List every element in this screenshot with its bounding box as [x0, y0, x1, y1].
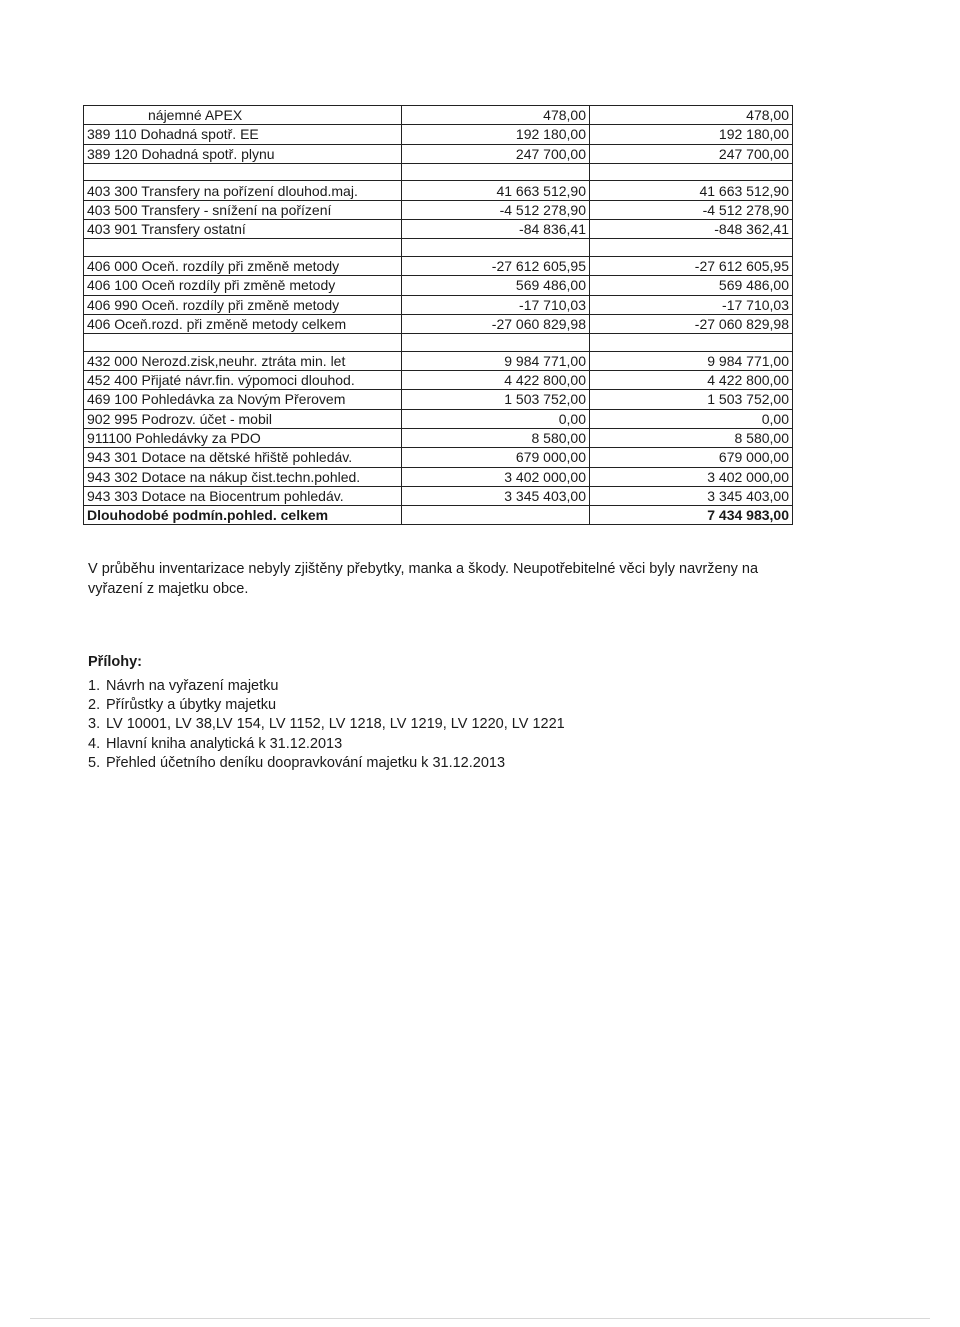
balance-cell: 192 180,00 [590, 125, 793, 144]
list-item [88, 696, 565, 715]
account-label-cell: 406 100 Oceň rozdíly při změně metody [84, 276, 402, 295]
table-row [84, 125, 793, 144]
balance-cell: -27 612 605,95 [590, 256, 793, 275]
amount-cell: -84 836,41 [402, 220, 590, 239]
account-label-cell: 469 100 Pohledávka za Novým Přerovem [84, 390, 402, 409]
balance-cell: -4 512 278,90 [590, 200, 793, 219]
list-item-number: 5. [88, 754, 101, 771]
table-row [84, 256, 793, 275]
table-row [84, 506, 793, 525]
table-row [84, 371, 793, 390]
amount-cell: -27 612 605,95 [402, 256, 590, 275]
amount-cell: 569 486,00 [402, 276, 590, 295]
amount-cell: -27 060 829,98 [402, 314, 590, 333]
page-bottom-line [30, 1318, 930, 1319]
list-item-number: 2. [88, 697, 101, 714]
balance-cell: 1 503 752,00 [590, 390, 793, 409]
table-row [84, 106, 793, 125]
amount-cell: 8 580,00 [402, 428, 590, 447]
account-label-cell: 406 000 Oceň. rozdíly při změně metody [84, 256, 402, 275]
account-label-cell: 406 Oceň.rozd. při změně metody celkem [84, 314, 402, 333]
account-label-cell: 406 990 Oceň. rozdíly při změně metody [84, 295, 402, 314]
balance-cell: 8 580,00 [590, 428, 793, 447]
list-item [88, 735, 565, 754]
account-label-cell: 403 300 Transfery na pořízení dlouhod.maj. [84, 181, 402, 200]
amount-cell: 679 000,00 [402, 448, 590, 467]
balance-cell: -848 362,41 [590, 220, 793, 239]
amount-cell: 247 700,00 [402, 144, 590, 163]
account-label-cell: nájemné APEX [84, 106, 402, 125]
balance-cell: 569 486,00 [590, 276, 793, 295]
list-item-text: Přehled účetního deníku doopravkování majetku k 31.12.2013 [106, 754, 506, 771]
table-row [84, 314, 793, 333]
table-row [84, 486, 793, 505]
account-label-cell: Dlouhodobé podmín.pohled. celkem [84, 506, 402, 525]
table-row [84, 220, 793, 239]
amount-cell: 1 503 752,00 [402, 390, 590, 409]
inventory-note: V průběhu inventarizace nebyly zjištěny přebytky, manka a škody. Neupotřebitelné věci byly navrženy na vyřazení z majetku obce. [88, 561, 759, 597]
balance-cell: 3 402 000,00 [590, 467, 793, 486]
list-item [88, 715, 565, 734]
list-item-text: Hlavní kniha analytická k 31.12.2013 [106, 735, 343, 752]
amount-cell: -17 710,03 [402, 295, 590, 314]
ledger-body [84, 106, 793, 525]
table-row [84, 428, 793, 447]
balance-cell [590, 163, 793, 181]
attachments-list [88, 677, 565, 773]
table-row [84, 200, 793, 219]
balance-cell: 9 984 771,00 [590, 351, 793, 370]
account-label-cell [84, 239, 402, 257]
amount-cell: 3 402 000,00 [402, 467, 590, 486]
spacer-row [84, 334, 793, 352]
attachments-title: Přílohy: [88, 654, 142, 670]
amount-cell [402, 506, 590, 525]
account-label-cell [84, 163, 402, 181]
list-item-number: 3. [88, 716, 101, 733]
table-row [84, 144, 793, 163]
account-label-cell: 452 400 Přijaté návr.fin. výpomoci dlouhod. [84, 371, 402, 390]
table-row [84, 467, 793, 486]
list-item [88, 677, 565, 696]
amount-cell: 4 422 800,00 [402, 371, 590, 390]
list-item-text: Návrh na vyřazení majetku [106, 678, 279, 694]
amount-cell [402, 239, 590, 257]
spacer-row [84, 239, 793, 257]
amount-cell: -4 512 278,90 [402, 200, 590, 219]
table-row [84, 448, 793, 467]
table-row [84, 181, 793, 200]
account-label-cell: 902 995 Podrozv. účet - mobil [84, 409, 402, 428]
table-row [84, 390, 793, 409]
list-item-text: LV 10001, LV 38,LV 154, LV 1152, LV 1218, LV 1219, LV 1220, LV 1221 [106, 716, 565, 733]
account-label-cell: 911100 Pohledávky za PDO [84, 428, 402, 447]
account-label-cell: 943 303 Dotace na Biocentrum pohledáv. [84, 486, 402, 505]
account-label-cell [84, 334, 402, 352]
balance-cell: 4 422 800,00 [590, 371, 793, 390]
ledger-table [83, 105, 793, 525]
table-row [84, 409, 793, 428]
account-label-cell: 432 000 Nerozd.zisk,neuhr. ztráta min. let [84, 351, 402, 370]
balance-cell: -27 060 829,98 [590, 314, 793, 333]
amount-cell: 0,00 [402, 409, 590, 428]
list-item-number: 1. [88, 678, 101, 694]
balance-cell: 0,00 [590, 409, 793, 428]
spacer-row [84, 163, 793, 181]
balance-cell: 478,00 [590, 106, 793, 125]
balance-cell: 3 345 403,00 [590, 486, 793, 505]
account-label-cell: 389 110 Dohadná spotř. EE [84, 125, 402, 144]
account-label-cell: 943 302 Dotace na nákup čist.techn.pohled. [84, 467, 402, 486]
account-label-cell: 389 120 Dohadná spotř. plynu [84, 144, 402, 163]
balance-cell [590, 334, 793, 352]
amount-cell: 478,00 [402, 106, 590, 125]
balance-cell: 247 700,00 [590, 144, 793, 163]
balance-cell: 7 434 983,00 [590, 506, 793, 525]
amount-cell: 9 984 771,00 [402, 351, 590, 370]
list-item-number: 4. [88, 735, 101, 752]
account-label-cell: 943 301 Dotace na dětské hřiště pohledáv. [84, 448, 402, 467]
balance-cell: 679 000,00 [590, 448, 793, 467]
account-label-cell: 403 500 Transfery - snížení na pořízení [84, 200, 402, 219]
table-row [84, 276, 793, 295]
amount-cell: 41 663 512,90 [402, 181, 590, 200]
balance-cell: 41 663 512,90 [590, 181, 793, 200]
balance-cell [590, 239, 793, 257]
table-row [84, 351, 793, 370]
amount-cell: 3 345 403,00 [402, 486, 590, 505]
list-item-text: Přírůstky a úbytky majetku [106, 697, 277, 714]
amount-cell [402, 334, 590, 352]
amount-cell: 192 180,00 [402, 125, 590, 144]
amount-cell [402, 163, 590, 181]
list-item [88, 754, 565, 773]
account-label-cell: 403 901 Transfery ostatní [84, 220, 402, 239]
balance-cell: -17 710,03 [590, 295, 793, 314]
table-row [84, 295, 793, 314]
